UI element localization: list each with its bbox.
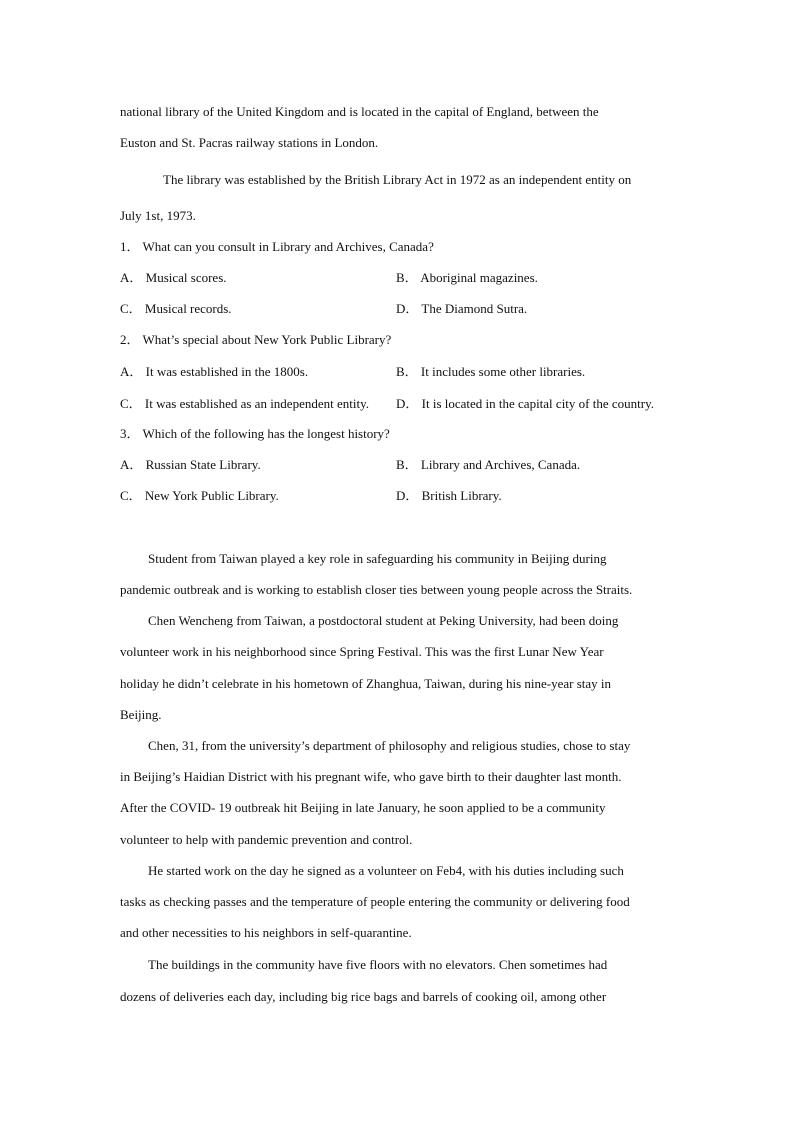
passage-b-line: and other necessities to his neighbors in self-quarantine. bbox=[120, 925, 412, 940]
passage-b-line: holiday he didn’t celebrate in his hometown of Zhanghua, Taiwan, during his nine-year stay in bbox=[120, 676, 612, 691]
passage-b-line: volunteer work in his neighborhood since Spring Festival. This was the first Lunar New Year bbox=[120, 644, 604, 659]
passage-b-line: dozens of deliveries each day, including big rice bags and barrels of cooking oil, among other bbox=[120, 989, 607, 1004]
question-stem: 3． Which of the following has the longest history? bbox=[120, 426, 390, 441]
passage-a-line: Euston and St. Pacras railway stations in London. bbox=[120, 135, 379, 150]
option-c: C． Musical records. bbox=[120, 301, 232, 316]
option-d: D． The Diamond Sutra. bbox=[396, 301, 528, 316]
option-b: B． It includes some other libraries. bbox=[396, 364, 586, 379]
passage-b-line: Student from Taiwan played a key role in safeguarding his community in Beijing during bbox=[148, 551, 607, 566]
option-c: C． New York Public Library. bbox=[120, 488, 279, 503]
passage-b-line: volunteer to help with pandemic prevention and control. bbox=[120, 832, 413, 847]
option-a: A． Musical scores. bbox=[120, 270, 227, 285]
passage-b-line: Beijing. bbox=[120, 707, 162, 722]
option-a: A． Russian State Library. bbox=[120, 457, 261, 472]
option-b: B． Library and Archives, Canada. bbox=[396, 457, 581, 472]
passage-b-line: The buildings in the community have five floors with no elevators. Chen sometimes had bbox=[148, 957, 608, 972]
passage-a-line: The library was established by the British Library Act in 1972 as an independent entity on bbox=[163, 172, 632, 187]
passage-b-line: Chen Wencheng from Taiwan, a postdoctoral student at Peking University, had been doing bbox=[148, 613, 619, 628]
passage-b-line: Chen, 31, from the university’s department of philosophy and religious studies, chose to stay bbox=[148, 738, 631, 753]
passage-b-line: pandemic outbreak and is working to establish closer ties between young people across the Straits. bbox=[120, 582, 633, 597]
question-stem: 2． What’s special about New York Public Library? bbox=[120, 332, 392, 347]
passage-a-line: July 1st, 1973. bbox=[120, 208, 196, 223]
option-d: D． British Library. bbox=[396, 488, 502, 503]
option-a: A． It was established in the 1800s. bbox=[120, 364, 309, 379]
option-b: B． Aboriginal magazines. bbox=[396, 270, 538, 285]
passage-b-line: He started work on the day he signed as a volunteer on Feb4, with his duties including such bbox=[148, 863, 624, 878]
passage-b-line: After the COVID- 19 outbreak hit Beijing in late January, he soon applied to be a community bbox=[120, 800, 606, 815]
question-stem: 1． What can you consult in Library and Archives, Canada? bbox=[120, 239, 434, 254]
passage-b-line: tasks as checking passes and the temperature of people entering the community or delivering food bbox=[120, 894, 630, 909]
passage-b-line: in Beijing’s Haidian District with his pregnant wife, who gave birth to their daughter last month. bbox=[120, 769, 622, 784]
option-c: C． It was established as an independent entity. bbox=[120, 396, 369, 411]
passage-a-line: national library of the United Kingdom and is located in the capital of England, between the bbox=[120, 104, 599, 119]
option-d: D． It is located in the capital city of the country. bbox=[396, 396, 654, 411]
